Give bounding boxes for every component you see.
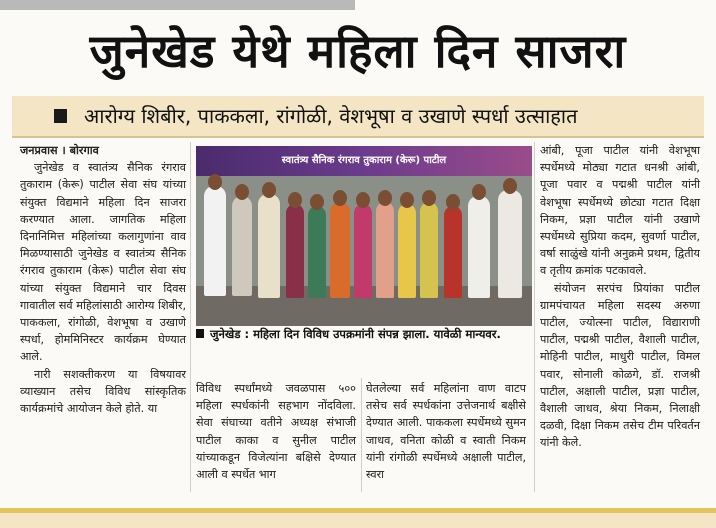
bullet-square-icon xyxy=(54,109,67,123)
bottom-rule xyxy=(0,508,716,513)
photo-caption xyxy=(196,326,532,342)
column-divider xyxy=(534,142,535,492)
article-column-2 xyxy=(196,380,356,483)
paragraph: विविध स्पर्धांमध्ये जवळपास ५०० महिला स्पर्धकांनी सहभाग नोंदविला. सेवा संघाच्या वतीने अध्यक्ष संभाजी पाटील काका व सुनील पाटील यांच्याकडून विजेत्यांना बक्षिसे देण्यात आली व स्पर्धेत भाग xyxy=(196,382,356,482)
bullet-square-icon xyxy=(196,329,204,338)
paragraph: संयोजन सरपंच प्रियांका पाटील ग्रामपंचायत महिला सदस्य अरुणा पाटील, ज्योत्स्ना पाटील, विद्याराणी पाटील, पद्मश्री पाटील, वैशाली पाटील, मोहिनी पाटील, माधुरी पाटील, विमल पवार, सोनाली कोळगे, डॉ. राजश्री पाटील, अक्षाली पाटील, प्रज्ञा पाटील, वैशाली जाधव, श्रेया निकम, निलाक्षी दळवी, दिक्षा निकम तसेच टीम परिवर्तन यांनी केले. xyxy=(540,281,700,450)
column-divider xyxy=(361,378,362,492)
subheadline: आरोग्य शिबीर, पाककला, रांगोळी, वेशभूषा व उखाणे स्पर्धा उत्साहात xyxy=(84,104,578,128)
paragraph: आंबी, पूजा पाटील यांनी वेशभूषा स्पर्धेमध्ये मोठ्या गटात धनश्री आंबी, पूजा पवार व पद्मश्री पाटील यांनी वेशभूषा स्पर्धेमध्ये छोट्या गटात दिक्षा निकम, प्रज्ञा पाटील यांनी उखाणे स्पर्धेमध्ये सुप्रिया कदम, सुवर्णा पाटील, वर्षा साळुंखे यांनी अनुक्रमे प्रथम, द्वितीय व तृतीय क्रमांक पटकावले. xyxy=(540,144,700,278)
article-column-4 xyxy=(540,142,700,452)
bottom-bar xyxy=(0,508,716,528)
paragraph: जुनेखेड व स्वातंत्र्य सैनिक रंगराव तुकाराम (केरू) पाटील सेवा संघ यांच्या संयुक्त विद्यमाने महिला दिन साजरा करण्यात आला. जागतिक महिला दिनानिमित्त महिलांच्या कलागुणांना वाव मिळण्यासाठी जुनेखेड व स्वातंत्र्य सैनिक रंगराव तुकाराम (केरू) पाटील सेवा संघ यांच्या संयुक्त विद्यमाने चार दिवस गावातील सर्व महिलांसाठी आरोग्य शिबीर, पाककला, रांगोळी, वेशभूषा व उखाणे स्पर्धा, होममिनिस्टर कार्यक्रम घेण्यात आले. xyxy=(20,161,186,364)
column-divider xyxy=(190,142,191,492)
article-column-3 xyxy=(366,380,526,483)
event-photo xyxy=(196,146,532,326)
photo-banner: स्वातंत्र्य सैनिक रंगराव तुकाराम (केरू) पाटील xyxy=(196,146,532,176)
paragraph: नारी सशक्तीकरण या विषयावर व्याख्यान तसेच विविध सांस्कृतिक कार्यक्रमांचे आयोजन केले होते. या xyxy=(20,367,186,416)
top-strip-gap xyxy=(355,0,716,10)
subheadline-bar xyxy=(12,96,704,138)
dateline: जनप्रवास । बोरगाव xyxy=(20,144,99,157)
paragraph: घेतलेल्या सर्व महिलांना वाण वाटप तसेच सर्व स्पर्धकांना उत्तेजनार्थ बक्षीसे देण्यात आली. पाककला स्पर्धेमध्ये सुमन जाधव, वनिता कोळी व स्वाती निकम यांनी रांगोळी स्पर्धेमध्ये अक्षाली पाटील, स्वरा xyxy=(366,382,526,482)
article-column-1 xyxy=(20,142,186,417)
photo-caption-text: जुनेखेड : महिला दिन विविध उपक्रमांनी संपन्न झाला. यावेळी मान्यवर. xyxy=(210,327,501,341)
headline: जुनेखेड येथे महिला दिन साजरा xyxy=(89,24,627,78)
